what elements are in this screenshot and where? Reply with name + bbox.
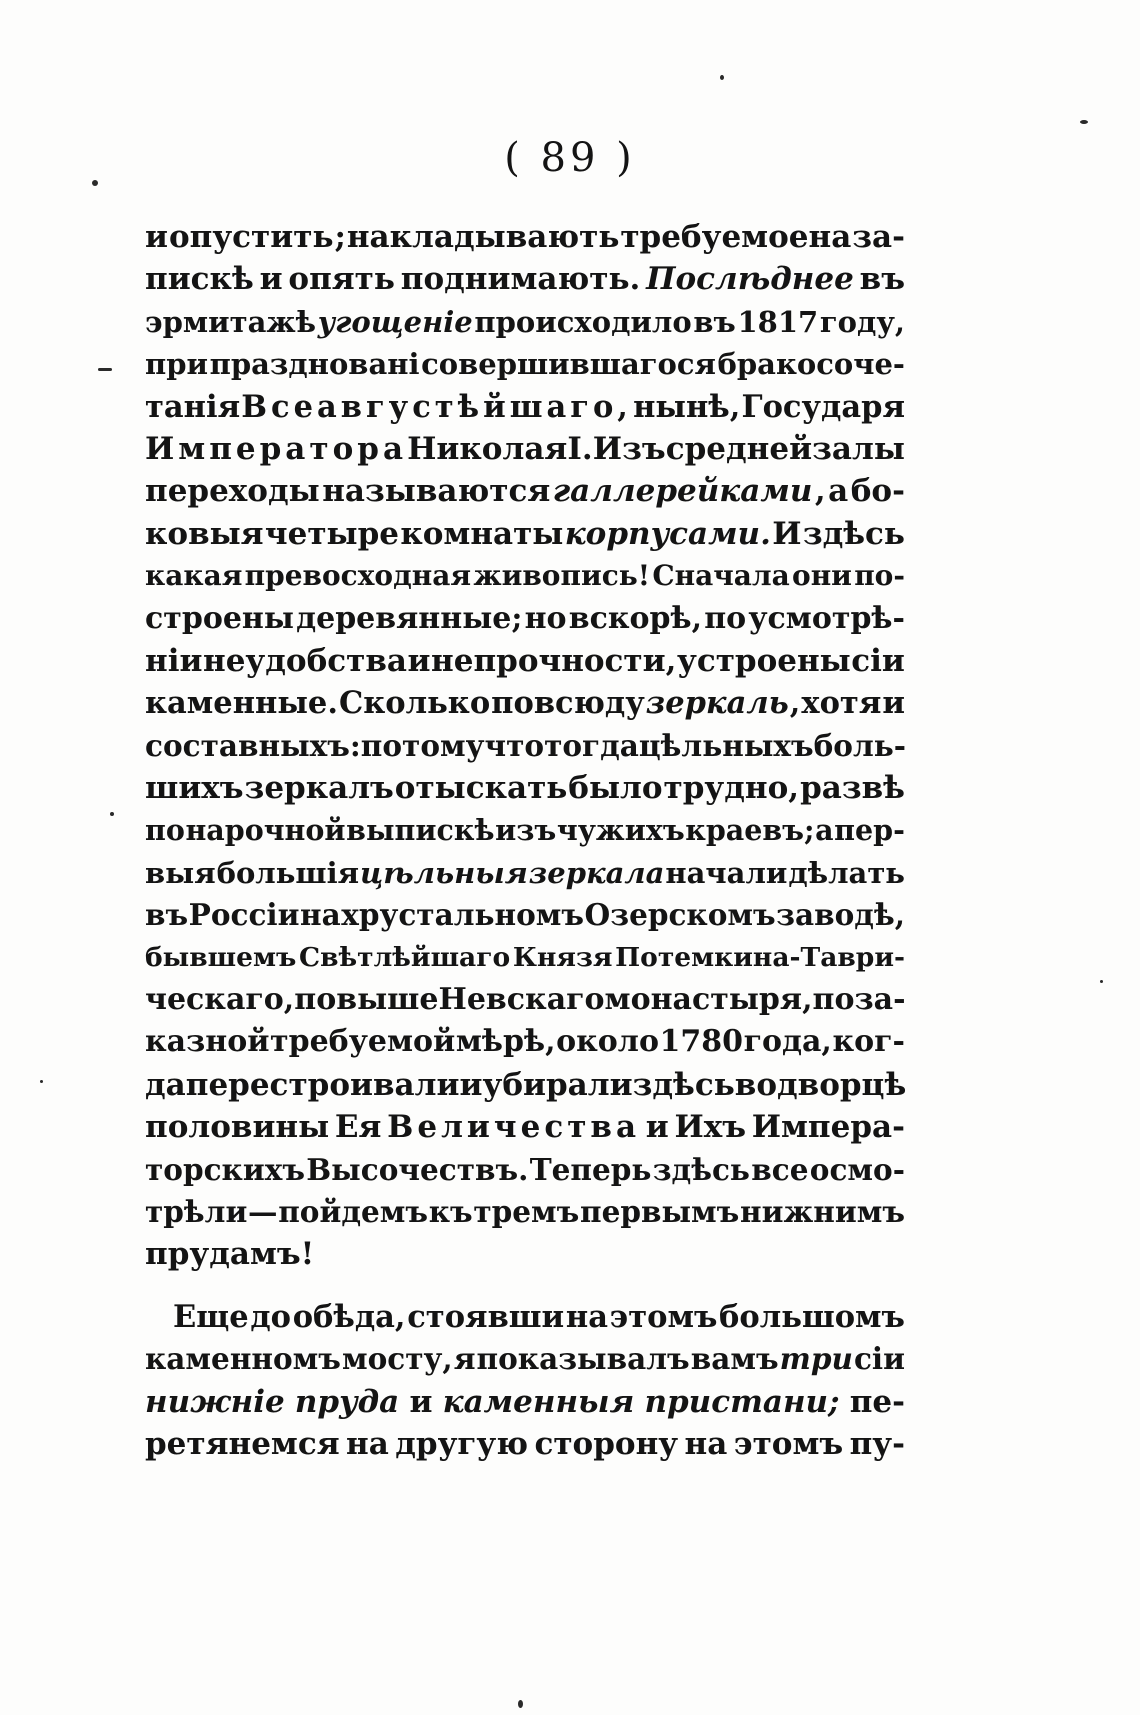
word: но bbox=[524, 600, 567, 636]
word: цѣльныхъ bbox=[638, 727, 814, 763]
word: здѣсь bbox=[652, 1151, 750, 1187]
word: пойдемъ bbox=[278, 1193, 429, 1229]
word: и bbox=[145, 219, 168, 255]
word: ; bbox=[334, 219, 346, 255]
text-line bbox=[145, 1296, 905, 1338]
word: выя bbox=[145, 855, 216, 890]
word: казной bbox=[145, 1024, 270, 1060]
word: Теперь bbox=[529, 1151, 652, 1187]
word: а bbox=[828, 473, 849, 510]
word: И bbox=[772, 515, 802, 552]
scan-speck bbox=[40, 1080, 43, 1083]
word: живопись! bbox=[473, 559, 651, 593]
word: нижнимъ bbox=[739, 1193, 905, 1229]
word: здѣсь bbox=[632, 1066, 735, 1103]
word: Князя bbox=[512, 941, 613, 973]
word: и bbox=[645, 1109, 669, 1146]
word: отыскать bbox=[394, 770, 568, 807]
text-line bbox=[145, 767, 905, 809]
word: краевъ; bbox=[685, 813, 815, 848]
word: накладывають bbox=[346, 219, 620, 255]
text-line bbox=[145, 343, 905, 385]
text-line bbox=[145, 216, 905, 258]
page-number: ( 89 ) bbox=[504, 135, 636, 181]
word: монастыря, bbox=[604, 982, 813, 1018]
word: торскихъ bbox=[145, 1151, 305, 1187]
word: строены bbox=[145, 600, 294, 636]
word: они bbox=[792, 559, 852, 593]
word: зеркаль bbox=[645, 685, 789, 722]
word: году, bbox=[819, 304, 905, 339]
word: стоявши bbox=[407, 1298, 565, 1335]
paragraph-gap bbox=[145, 1276, 905, 1296]
word: ретянемся bbox=[145, 1425, 340, 1462]
word: по bbox=[145, 813, 185, 848]
text-line bbox=[145, 301, 905, 343]
word: начали bbox=[665, 855, 788, 890]
word: опустить bbox=[168, 219, 334, 255]
word: потому bbox=[360, 727, 485, 763]
word: называются bbox=[322, 473, 551, 510]
word: корпусами. bbox=[564, 515, 771, 552]
word: составныхъ: bbox=[145, 727, 361, 763]
word: дворцѣ bbox=[777, 1066, 907, 1103]
text-line bbox=[145, 555, 905, 597]
word: 1780 bbox=[659, 1024, 744, 1060]
word: на bbox=[346, 1425, 389, 1462]
word: Сколько bbox=[338, 685, 491, 722]
word: шихъ bbox=[145, 770, 244, 807]
word: пискѣ bbox=[145, 261, 254, 298]
word: Ея bbox=[334, 1109, 382, 1146]
word: переходы bbox=[145, 473, 320, 510]
word: каменные. bbox=[145, 685, 338, 722]
word: большія bbox=[216, 855, 360, 890]
text-line bbox=[145, 979, 905, 1021]
word: Сначала bbox=[652, 559, 790, 593]
word: происходило bbox=[474, 304, 692, 339]
text-line bbox=[145, 258, 905, 300]
word: четыре bbox=[264, 515, 400, 552]
word: осмо- bbox=[809, 1151, 905, 1187]
word: поднимають. bbox=[400, 261, 641, 298]
word: я bbox=[453, 1341, 476, 1377]
word: въ bbox=[145, 897, 189, 933]
word: угощеніе bbox=[317, 304, 473, 339]
word: боль- bbox=[813, 727, 907, 763]
text-line bbox=[145, 809, 905, 851]
word: первымъ bbox=[579, 1193, 740, 1229]
scan-speck bbox=[110, 812, 114, 816]
word: I. bbox=[567, 430, 593, 467]
word: мосту, bbox=[341, 1341, 453, 1377]
word: , bbox=[789, 685, 801, 722]
word: за- bbox=[852, 219, 905, 255]
word: и bbox=[459, 1066, 483, 1103]
word: Величества bbox=[387, 1109, 641, 1146]
word: средней bbox=[665, 430, 813, 467]
word: галлерейками bbox=[552, 473, 813, 510]
word: тогда bbox=[544, 727, 639, 763]
word: цѣльныя bbox=[360, 855, 528, 890]
text-line bbox=[145, 1381, 905, 1423]
word: показывалъ bbox=[476, 1341, 690, 1377]
word: убирали bbox=[482, 1066, 633, 1103]
text-line bbox=[145, 1338, 905, 1380]
word: устроены bbox=[676, 642, 851, 679]
word: Россіи bbox=[188, 897, 300, 933]
word: превосходная bbox=[244, 559, 472, 593]
word: опять bbox=[288, 261, 395, 298]
word: Ихъ bbox=[674, 1109, 747, 1146]
scan-speck bbox=[92, 180, 98, 186]
word: сіи bbox=[851, 642, 905, 679]
word: пер- bbox=[834, 813, 905, 848]
word: Невскаго bbox=[438, 982, 605, 1018]
word: и bbox=[409, 1383, 433, 1420]
word: три bbox=[779, 1341, 853, 1377]
word: за- bbox=[854, 982, 906, 1018]
word: трѣли bbox=[145, 1193, 248, 1229]
text-line bbox=[145, 470, 905, 512]
text-line bbox=[145, 852, 905, 894]
scan-speck bbox=[1100, 980, 1103, 983]
word: пу- bbox=[849, 1425, 905, 1462]
word: непрочности, bbox=[431, 642, 677, 679]
word: ког- bbox=[832, 1024, 905, 1060]
text-line bbox=[145, 1064, 905, 1106]
word: Послѣднее bbox=[646, 261, 854, 298]
word: ковыя bbox=[145, 515, 264, 552]
text-line bbox=[145, 1423, 905, 1465]
text-line bbox=[145, 428, 905, 470]
word: вскорѣ, bbox=[568, 600, 703, 636]
word: пе- bbox=[849, 1383, 905, 1420]
word: совершившагося bbox=[421, 347, 716, 382]
word: — bbox=[248, 1193, 278, 1229]
word: пристани; bbox=[644, 1383, 840, 1420]
word: обѣда, bbox=[292, 1298, 406, 1335]
text-line bbox=[145, 1106, 905, 1148]
word: нижніе bbox=[145, 1383, 285, 1420]
word: вамъ bbox=[690, 1341, 779, 1377]
text-line bbox=[145, 682, 905, 724]
text-line bbox=[145, 513, 905, 555]
word: неудобства bbox=[203, 642, 407, 679]
body-text bbox=[145, 216, 905, 1465]
word: сіи bbox=[853, 1341, 905, 1377]
word: этомъ bbox=[733, 1425, 844, 1462]
word: дѣлать bbox=[788, 855, 905, 890]
word: хрустальномъ bbox=[341, 897, 585, 933]
word: къ bbox=[428, 1193, 473, 1229]
word: бывшемъ bbox=[145, 941, 297, 973]
word: трудно, bbox=[663, 770, 800, 807]
word: да bbox=[145, 1066, 186, 1103]
word: во bbox=[734, 1066, 777, 1103]
word: каменныя bbox=[442, 1383, 635, 1420]
word: усмотрѣ- bbox=[748, 600, 905, 636]
word: мѣрѣ, bbox=[455, 1024, 556, 1060]
word: ніи bbox=[145, 642, 203, 679]
word: повыше bbox=[294, 982, 439, 1018]
word: половины bbox=[145, 1109, 330, 1146]
word: большомъ bbox=[719, 1298, 905, 1335]
text-line bbox=[145, 1233, 905, 1275]
word: на bbox=[565, 1298, 608, 1335]
word: ческаго, bbox=[145, 982, 295, 1018]
word: этомъ bbox=[609, 1298, 718, 1335]
word: Высочествъ. bbox=[306, 1151, 529, 1187]
word: нарочной bbox=[185, 813, 346, 848]
text-line bbox=[145, 1021, 905, 1063]
word: при bbox=[145, 347, 209, 382]
word: заводѣ, bbox=[776, 897, 905, 933]
word: , bbox=[814, 473, 826, 510]
word: танія bbox=[145, 388, 241, 425]
word: развѣ bbox=[800, 770, 905, 807]
word: и bbox=[259, 261, 283, 298]
word: пруда bbox=[294, 1383, 400, 1420]
text-line bbox=[145, 640, 905, 682]
word: хотя bbox=[801, 685, 882, 722]
word: тремъ bbox=[473, 1193, 580, 1229]
word: деревянные; bbox=[296, 600, 523, 636]
word: по- bbox=[854, 559, 905, 593]
word: и bbox=[407, 642, 431, 679]
text-line bbox=[145, 1149, 905, 1191]
word: Импера- bbox=[751, 1109, 905, 1146]
word: Изъ bbox=[592, 430, 666, 467]
word: Свѣтлѣйшаго bbox=[299, 941, 511, 973]
word: Озерскомъ bbox=[584, 897, 776, 933]
word: требуемой bbox=[270, 1024, 456, 1060]
word: до bbox=[250, 1298, 292, 1335]
word: повсюду bbox=[491, 685, 645, 722]
word: и bbox=[882, 685, 905, 722]
word: по bbox=[812, 982, 855, 1018]
scan-speck bbox=[1080, 120, 1088, 124]
word: около bbox=[556, 1024, 659, 1060]
text-line bbox=[145, 937, 905, 979]
word: бракосоче- bbox=[717, 347, 905, 382]
word: бо- bbox=[850, 473, 905, 510]
word: Императора bbox=[145, 430, 408, 467]
word: по bbox=[704, 600, 747, 636]
word: каменномъ bbox=[145, 1341, 341, 1377]
word: на bbox=[684, 1425, 728, 1462]
word: другую bbox=[395, 1425, 529, 1462]
word: здѣсь bbox=[802, 515, 905, 552]
word: Государя bbox=[741, 388, 905, 425]
word: праздновані bbox=[209, 347, 420, 382]
word: нынѣ, bbox=[633, 388, 741, 425]
word: въ bbox=[693, 304, 736, 339]
word: какая bbox=[145, 559, 243, 593]
word: выпискѣ bbox=[346, 813, 495, 848]
text-line bbox=[145, 386, 905, 428]
word: перестроивали bbox=[185, 1066, 460, 1103]
word: зеркалъ bbox=[244, 770, 394, 807]
word: зеркала bbox=[528, 855, 665, 890]
text-line bbox=[145, 894, 905, 936]
word: сторону bbox=[534, 1425, 679, 1462]
scan-speck bbox=[720, 75, 724, 80]
word: все bbox=[751, 1151, 809, 1187]
word: эрмитажѣ bbox=[145, 304, 317, 339]
word: 1817 bbox=[737, 304, 819, 339]
text-line bbox=[145, 1191, 905, 1233]
word: Николая bbox=[407, 430, 568, 467]
scan-speck bbox=[98, 368, 112, 371]
word: изъ bbox=[495, 813, 557, 848]
word: а bbox=[815, 813, 834, 848]
word: Еще bbox=[173, 1298, 249, 1335]
word: чужихъ bbox=[556, 813, 685, 848]
scan-speck bbox=[518, 1700, 523, 1708]
text-line bbox=[145, 725, 905, 767]
word: было bbox=[568, 770, 663, 807]
text-line bbox=[145, 598, 905, 640]
word: Потемкина-Таври- bbox=[615, 941, 905, 973]
word: что bbox=[484, 727, 545, 763]
word: залы bbox=[812, 430, 905, 467]
word: комнаты bbox=[400, 515, 564, 552]
word: требуемоена bbox=[620, 219, 852, 255]
word: года, bbox=[743, 1024, 832, 1060]
word: на bbox=[300, 897, 341, 933]
word: прудамъ! bbox=[145, 1236, 315, 1273]
word: Всеавгустѣйшаго, bbox=[241, 388, 632, 425]
word: въ bbox=[859, 261, 905, 298]
